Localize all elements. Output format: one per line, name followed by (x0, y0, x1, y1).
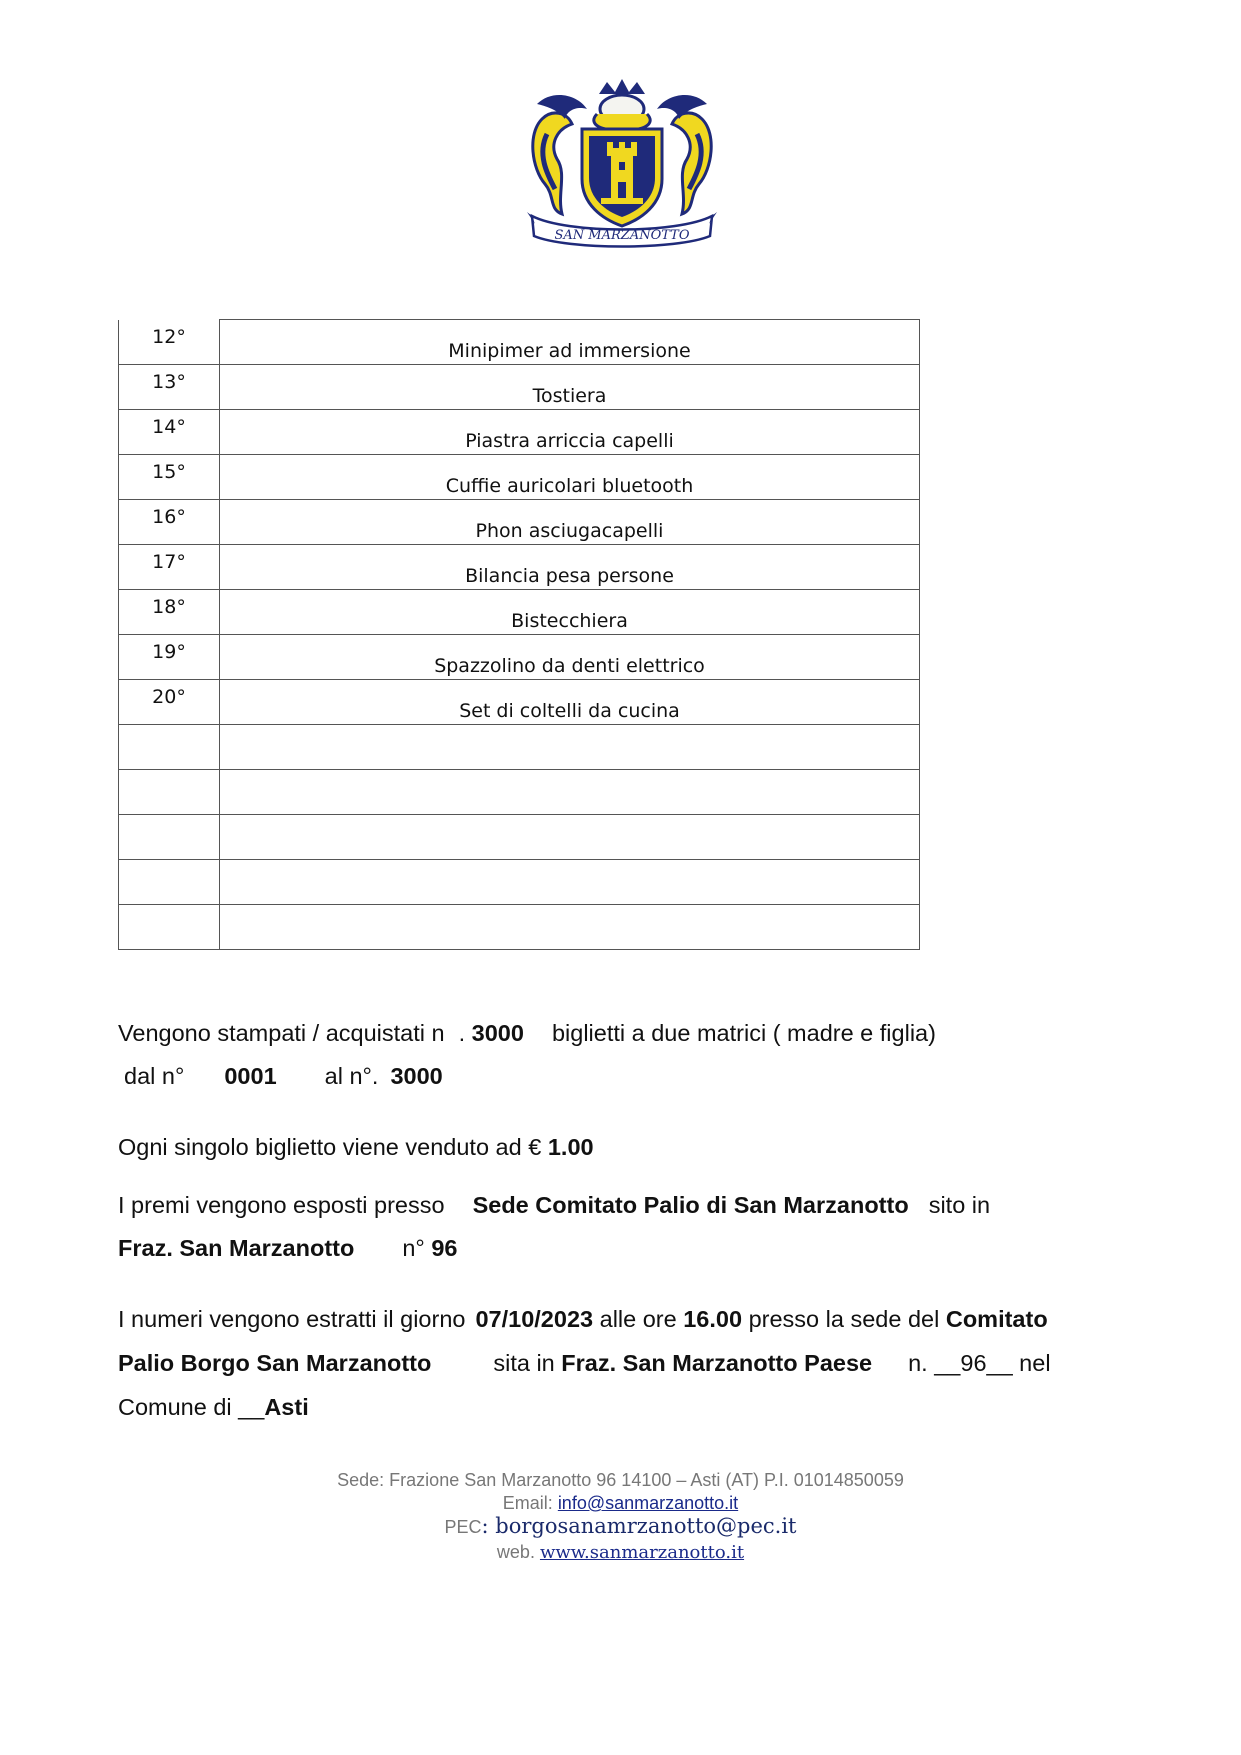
prize-number: 18° (119, 589, 220, 634)
prize-item: Set di coltelli da cucina (220, 679, 920, 724)
draw-line-1: I numeri vengono estratti il giorno 07/10/2023 alle ore 16.00 presso la sede del Comitato (118, 1306, 1048, 1332)
san-marzanotto-crest-logo (527, 74, 717, 254)
prize-row (119, 814, 920, 859)
prize-row (119, 454, 920, 499)
prize-number (119, 769, 220, 814)
prize-row (119, 544, 920, 589)
draw-committee: Palio Borgo San Marzanotto (118, 1350, 432, 1376)
prize-row (119, 859, 920, 904)
price-line: Ogni singolo biglietto viene venduto ad € 1.00 (118, 1134, 594, 1160)
prize-item: Minipimer ad immersione (220, 320, 920, 365)
prize-item: Bilancia pesa persone (220, 544, 920, 589)
exhibit-address: Fraz. San Marzanotto (118, 1235, 355, 1261)
prize-row (119, 409, 920, 454)
prize-number: 19° (119, 634, 220, 679)
footer-sede: Sede: Frazione San Marzanotto 96 14100 – Asti (AT) P.I. 01014850059 (337, 1470, 904, 1490)
prize-item (220, 724, 920, 769)
pec-address: : borgosanamrzanotto@pec.it (481, 1514, 797, 1538)
draw-date: 07/10/2023 (475, 1306, 594, 1332)
prize-number: 13° (119, 364, 220, 409)
prize-row (119, 904, 920, 949)
prize-number: 16° (119, 499, 220, 544)
prize-row (119, 634, 920, 679)
prize-item (220, 814, 920, 859)
exhibit-place: Sede Comitato Palio di San Marzanotto (472, 1192, 909, 1218)
exhibit-line-2: Fraz. San Marzanotto n° 96 (118, 1235, 458, 1261)
prize-item: Piastra arriccia capelli (220, 409, 920, 454)
draw-line-3: Comune di __Asti (118, 1394, 309, 1420)
logo-banner-text: SAN MARZANOTTO (554, 228, 690, 243)
footer-email-line: Email: info@sanmarzanotto.it (502, 1493, 739, 1513)
footer-web-line: web. www.sanmarzanotto.it (496, 1542, 745, 1563)
prize-number (119, 904, 220, 949)
footer-pec-line: PEC: borgosanamrzanotto@pec.it (444, 1514, 797, 1538)
prize-item (220, 904, 920, 949)
prize-item: Tostiera (220, 364, 920, 409)
prize-number: 12° (119, 320, 220, 365)
draw-address: Fraz. San Marzanotto Paese (561, 1350, 873, 1376)
ticket-price: 1.00 (547, 1134, 594, 1160)
draw-line-2: Palio Borgo San Marzanotto sita in Fraz. San Marzanotto Paese n. __96__ nel (118, 1350, 1051, 1376)
prize-row (119, 499, 920, 544)
exhibit-number: 96 (431, 1235, 458, 1261)
ticket-from: 0001 (224, 1063, 277, 1089)
ticket-to: 3000 (390, 1063, 443, 1089)
exhibit-line-1: I premi vengono esposti presso Sede Comitato Palio di San Marzanotto sito in (118, 1192, 991, 1218)
prize-table (118, 319, 920, 950)
prize-number: 17° (119, 544, 220, 589)
prize-number (119, 859, 220, 904)
tickets-line-1: Vengono stampati / acquistati n . 3000 biglietti a due matrici ( madre e figlia) (118, 1020, 936, 1046)
email-link[interactable]: info@sanmarzanotto.it (557, 1493, 739, 1513)
prize-row (119, 679, 920, 724)
prize-item: Phon asciugacapelli (220, 499, 920, 544)
prize-row (119, 364, 920, 409)
web-link[interactable]: www.sanmarzanotto.it (539, 1542, 745, 1563)
prize-item (220, 769, 920, 814)
prize-number: 20° (119, 679, 220, 724)
prize-item: Bistecchiera (220, 589, 920, 634)
draw-time: 16.00 (683, 1306, 743, 1332)
prize-number (119, 814, 220, 859)
ticket-count: 3000 (471, 1020, 524, 1046)
prize-number: 15° (119, 454, 220, 499)
draw-comune: Asti (264, 1394, 309, 1420)
prize-row (119, 589, 920, 634)
prize-number: 14° (119, 409, 220, 454)
prize-item: Cuffie auricolari bluetooth (220, 454, 920, 499)
prize-item: Spazzolino da denti elettrico (220, 634, 920, 679)
prize-row (119, 769, 920, 814)
prize-number (119, 724, 220, 769)
prize-row (119, 320, 920, 365)
tickets-line-2: dal n° 0001 al n°. 3000 (124, 1063, 443, 1089)
prize-row (119, 724, 920, 769)
prize-item (220, 859, 920, 904)
